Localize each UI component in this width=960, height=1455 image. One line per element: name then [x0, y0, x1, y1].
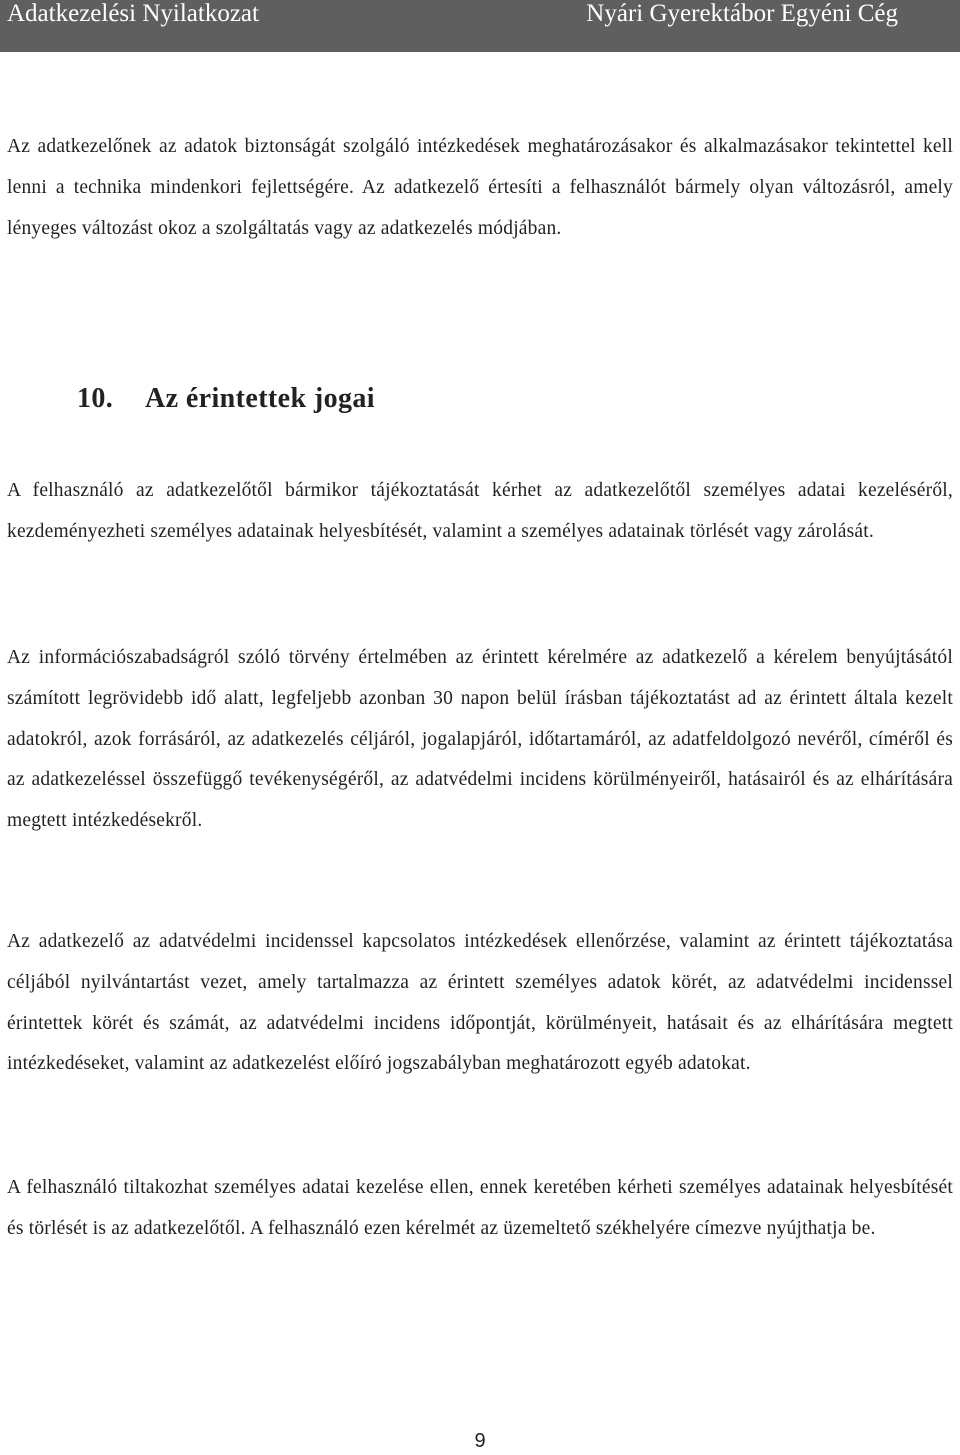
paragraph-user-rights: A felhasználó az adatkezelőtől bármikor tájékoztatását kérhet az adatkezelőtől személyes adatai kezeléséről, kezdeményezheti személyes adatainak helyesbítését, valamint a személyes adatainak törlését vagy zárolását.: [7, 480, 953, 542]
section-number: 10.: [77, 383, 114, 414]
page-number: 9: [474, 1430, 486, 1452]
paragraph-information-request: Az információszabadságról szóló törvény értelmében az érintett kérelmére az adatkezelő a kérelem benyújtásától számított legrövidebb idő alatt, legfeljebb azonban 30 napon belül írásban tájékoztatást ad az érintett általa kezelt adatokról, azok forrásáról, az adatkezelés céljáról, jogalapjáról, időtartamáról, az adatfeldolgozó nevéről, címéről és az adatkezeléssel összefüggő tevékenységéről, az adatvédelmi incidens körülményeiről, hatásairól és az elhárítására megtett intézkedésekről.: [7, 647, 953, 832]
paragraph-objection: A felhasználó tiltakozhat személyes adatai kezelése ellen, ennek keretében kérheti személyes adatainak helyesbítését és törlését is az adatkezelőtől. A felhasználó ezen kérelmét az üzemeltető székhelyére címezve nyújthatja be.: [7, 1177, 953, 1239]
paragraph-security-measures: Az adatkezelőnek az adatok biztonságát szolgáló intézkedések meghatározásakor és alkalmazásakor tekintettel kell lenni a technika mindenkori fejlettségére. Az adatkezelő értesíti a felhasználót bármely olyan változásról, amely lényeges változást okoz a szolgáltatás vagy az adatkezelés módjában.: [7, 136, 953, 239]
document-title: Adatkezelési Nyilatkozat: [7, 0, 259, 27]
paragraph-incident-register: Az adatkezelő az adatvédelmi incidenssel kapcsolatos intézkedések ellenőrzése, valamint az érintett tájékoztatása céljából nyilvántartást vezet, amely tartalmazza az érintett személyes adatok körét, az adatvédelmi incidenssel érintettek körét és számát, az adatvédelmi incidens időpontját, körülményeit, hatásait és az elhárítására megtett intézkedéseket, valamint az adatkezelést előíró jogszabályban meghatározott egyéb adatokat.: [7, 931, 953, 1075]
section-heading: [77, 377, 375, 421]
company-name: Nyári Gyerektábor Egyéni Cég: [586, 0, 898, 27]
section-title: Az érintettek jogai: [145, 383, 375, 414]
page-header: [0, 0, 960, 52]
